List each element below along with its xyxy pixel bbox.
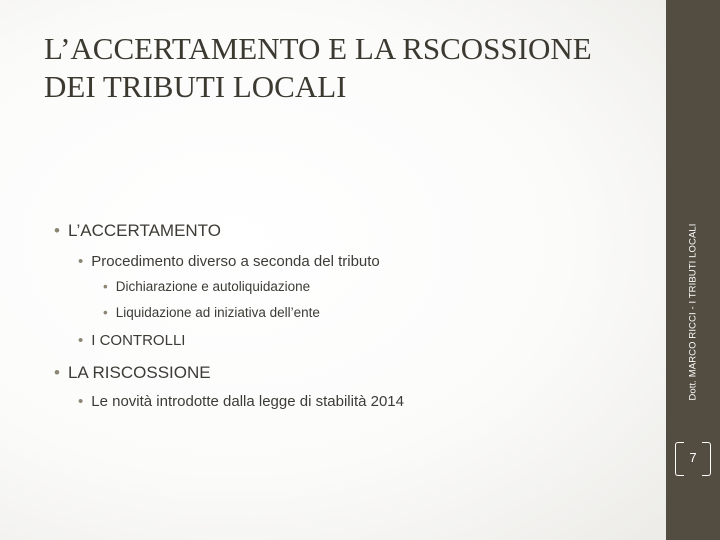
bullet-dot-icon: • (54, 363, 60, 382)
bullet-text: Le novità introdotte dalla legge di stabilità 2014 (91, 393, 404, 410)
footer-author-text: Dott. MARCO RICCI - I TRIBUTI LOCALI (687, 223, 699, 401)
bullet-item (78, 253, 380, 270)
bullet-dot-icon: • (78, 253, 84, 270)
bullet-item (78, 393, 404, 410)
bullet-text: Procedimento diverso a seconda del tributo (91, 253, 380, 270)
bullet-item (103, 305, 320, 320)
bullet-text: LA RISCOSSIONE (67, 363, 211, 382)
bullet-item (54, 363, 211, 383)
bullet-item (103, 279, 310, 294)
bullet-dot-icon: • (103, 305, 108, 320)
slide-title (44, 30, 644, 106)
bullet-dot-icon: • (78, 393, 84, 410)
bullet-dot-icon: • (103, 279, 108, 294)
slide-title-line-2: DEI TRIBUTI LOCALI (44, 69, 347, 104)
bullet-text: Liquidazione ad iniziativa dell’ente (115, 305, 320, 320)
bullet-item (54, 221, 221, 241)
bullet-text: Dichiarazione e autoliquidazione (115, 279, 311, 294)
bullet-dot-icon: • (78, 332, 84, 349)
bullet-dot-icon: • (54, 221, 60, 240)
bullet-text: L’ACCERTAMENTO (67, 221, 221, 240)
bullet-item (78, 332, 185, 349)
slide-title-line-1: L’ACCERTAMENTO E LA RSCOSSIONE (44, 31, 592, 66)
page-number: 7 (689, 450, 697, 465)
page-number-box (671, 442, 715, 476)
bullet-text: I CONTROLLI (91, 332, 186, 349)
